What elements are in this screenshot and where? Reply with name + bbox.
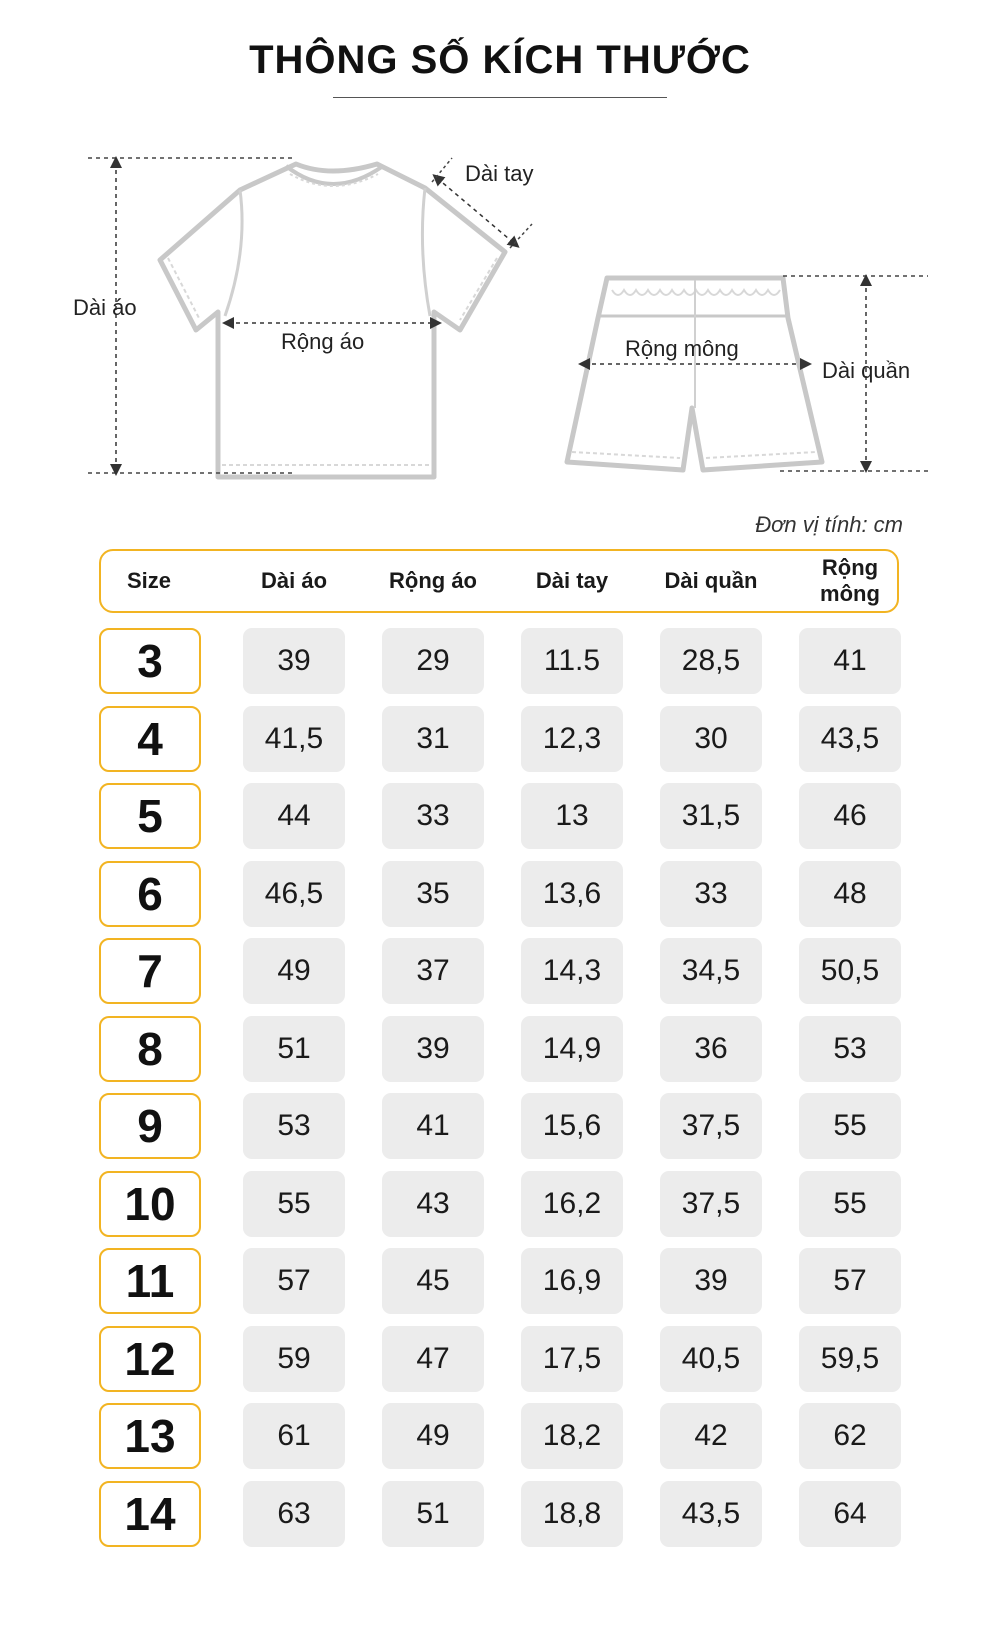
hip-width-label: Rộng mông xyxy=(625,336,739,361)
size-cell: 4 xyxy=(99,706,201,772)
size-cell: 10 xyxy=(99,1171,201,1237)
value-cell: 33 xyxy=(382,783,484,849)
value-cell: 35 xyxy=(382,861,484,927)
value-cell: 59 xyxy=(243,1326,345,1392)
table-row xyxy=(0,1093,1000,1159)
value-cell: 53 xyxy=(799,1016,901,1082)
size-cell: 5 xyxy=(99,783,201,849)
value-cell: 16,9 xyxy=(521,1248,623,1314)
value-cell: 50,5 xyxy=(799,938,901,1004)
value-cell: 39 xyxy=(243,628,345,694)
value-cell: 57 xyxy=(243,1248,345,1314)
table-header xyxy=(99,549,899,613)
value-cell: 49 xyxy=(243,938,345,1004)
size-cell: 12 xyxy=(99,1326,201,1392)
value-cell: 30 xyxy=(660,706,762,772)
value-cell: 28,5 xyxy=(660,628,762,694)
table-row xyxy=(0,1403,1000,1469)
table-row xyxy=(0,628,1000,694)
value-cell: 29 xyxy=(382,628,484,694)
size-cell: 11 xyxy=(99,1248,201,1314)
value-cell: 59,5 xyxy=(799,1326,901,1392)
table-row xyxy=(0,938,1000,1004)
header-cell: Rộng áo xyxy=(389,568,477,593)
value-cell: 61 xyxy=(243,1403,345,1469)
value-cell: 37,5 xyxy=(660,1093,762,1159)
unit-note: Đơn vị tính: cm xyxy=(755,512,903,537)
value-cell: 33 xyxy=(660,861,762,927)
value-cell: 18,8 xyxy=(521,1481,623,1547)
table-row xyxy=(0,1171,1000,1237)
tshirt-outline xyxy=(160,164,505,477)
value-cell: 43,5 xyxy=(660,1481,762,1547)
value-cell: 41 xyxy=(799,628,901,694)
table-row xyxy=(0,1326,1000,1392)
table-row xyxy=(0,1481,1000,1547)
value-cell: 63 xyxy=(243,1481,345,1547)
value-cell: 46,5 xyxy=(243,861,345,927)
shirt-width-label: Rộng áo xyxy=(281,329,365,354)
value-cell: 45 xyxy=(382,1248,484,1314)
value-cell: 13,6 xyxy=(521,861,623,927)
header-cell: Dài quần xyxy=(664,568,758,593)
value-cell: 49 xyxy=(382,1403,484,1469)
header-cell: Dài áo xyxy=(260,568,328,593)
header-cell: Rộng mông xyxy=(820,555,880,606)
page-title: THÔNG SỐ KÍCH THƯỚC xyxy=(249,38,751,82)
shirt-length-label: Dài áo xyxy=(73,295,137,320)
value-cell: 36 xyxy=(660,1016,762,1082)
value-cell: 43,5 xyxy=(799,706,901,772)
sleeve-label: Dài tay xyxy=(465,161,534,186)
size-cell: 8 xyxy=(99,1016,201,1082)
value-cell: 12,3 xyxy=(521,706,623,772)
value-cell: 17,5 xyxy=(521,1326,623,1392)
table-row xyxy=(0,861,1000,927)
value-cell: 57 xyxy=(799,1248,901,1314)
value-cell: 64 xyxy=(799,1481,901,1547)
sleeve-guide-bottom xyxy=(510,224,532,248)
value-cell: 46 xyxy=(799,783,901,849)
table-row xyxy=(0,1248,1000,1314)
sleeve-guide-top xyxy=(432,158,452,182)
size-cell: 13 xyxy=(99,1403,201,1469)
table-row xyxy=(0,706,1000,772)
size-cell: 14 xyxy=(99,1481,201,1547)
size-cell: 7 xyxy=(99,938,201,1004)
value-cell: 43 xyxy=(382,1171,484,1237)
title-underline xyxy=(333,97,667,98)
value-cell: 55 xyxy=(799,1093,901,1159)
value-cell: 15,6 xyxy=(521,1093,623,1159)
value-cell: 55 xyxy=(799,1171,901,1237)
size-cell: 6 xyxy=(99,861,201,927)
value-cell: 42 xyxy=(660,1403,762,1469)
value-cell: 39 xyxy=(382,1016,484,1082)
value-cell: 48 xyxy=(799,861,901,927)
pants-length-label: Dài quần xyxy=(822,358,911,383)
value-cell: 31 xyxy=(382,706,484,772)
size-cell: 9 xyxy=(99,1093,201,1159)
value-cell: 39 xyxy=(660,1248,762,1314)
value-cell: 13 xyxy=(521,783,623,849)
value-cell: 16,2 xyxy=(521,1171,623,1237)
value-cell: 37 xyxy=(382,938,484,1004)
table-row xyxy=(0,783,1000,849)
value-cell: 53 xyxy=(243,1093,345,1159)
value-cell: 41,5 xyxy=(243,706,345,772)
value-cell: 41 xyxy=(382,1093,484,1159)
value-cell: 44 xyxy=(243,783,345,849)
value-cell: 51 xyxy=(243,1016,345,1082)
header-cell: Dài tay xyxy=(535,568,609,593)
value-cell: 40,5 xyxy=(660,1326,762,1392)
value-cell: 51 xyxy=(382,1481,484,1547)
value-cell: 62 xyxy=(799,1403,901,1469)
value-cell: 18,2 xyxy=(521,1403,623,1469)
table-row xyxy=(0,1016,1000,1082)
value-cell: 31,5 xyxy=(660,783,762,849)
garment-diagram xyxy=(0,140,1000,500)
value-cell: 14,9 xyxy=(521,1016,623,1082)
size-cell: 3 xyxy=(99,628,201,694)
value-cell: 14,3 xyxy=(521,938,623,1004)
value-cell: 55 xyxy=(243,1171,345,1237)
value-cell: 37,5 xyxy=(660,1171,762,1237)
value-cell: 34,5 xyxy=(660,938,762,1004)
value-cell: 47 xyxy=(382,1326,484,1392)
value-cell: 11.5 xyxy=(521,628,623,694)
header-cell: Size xyxy=(126,568,172,593)
